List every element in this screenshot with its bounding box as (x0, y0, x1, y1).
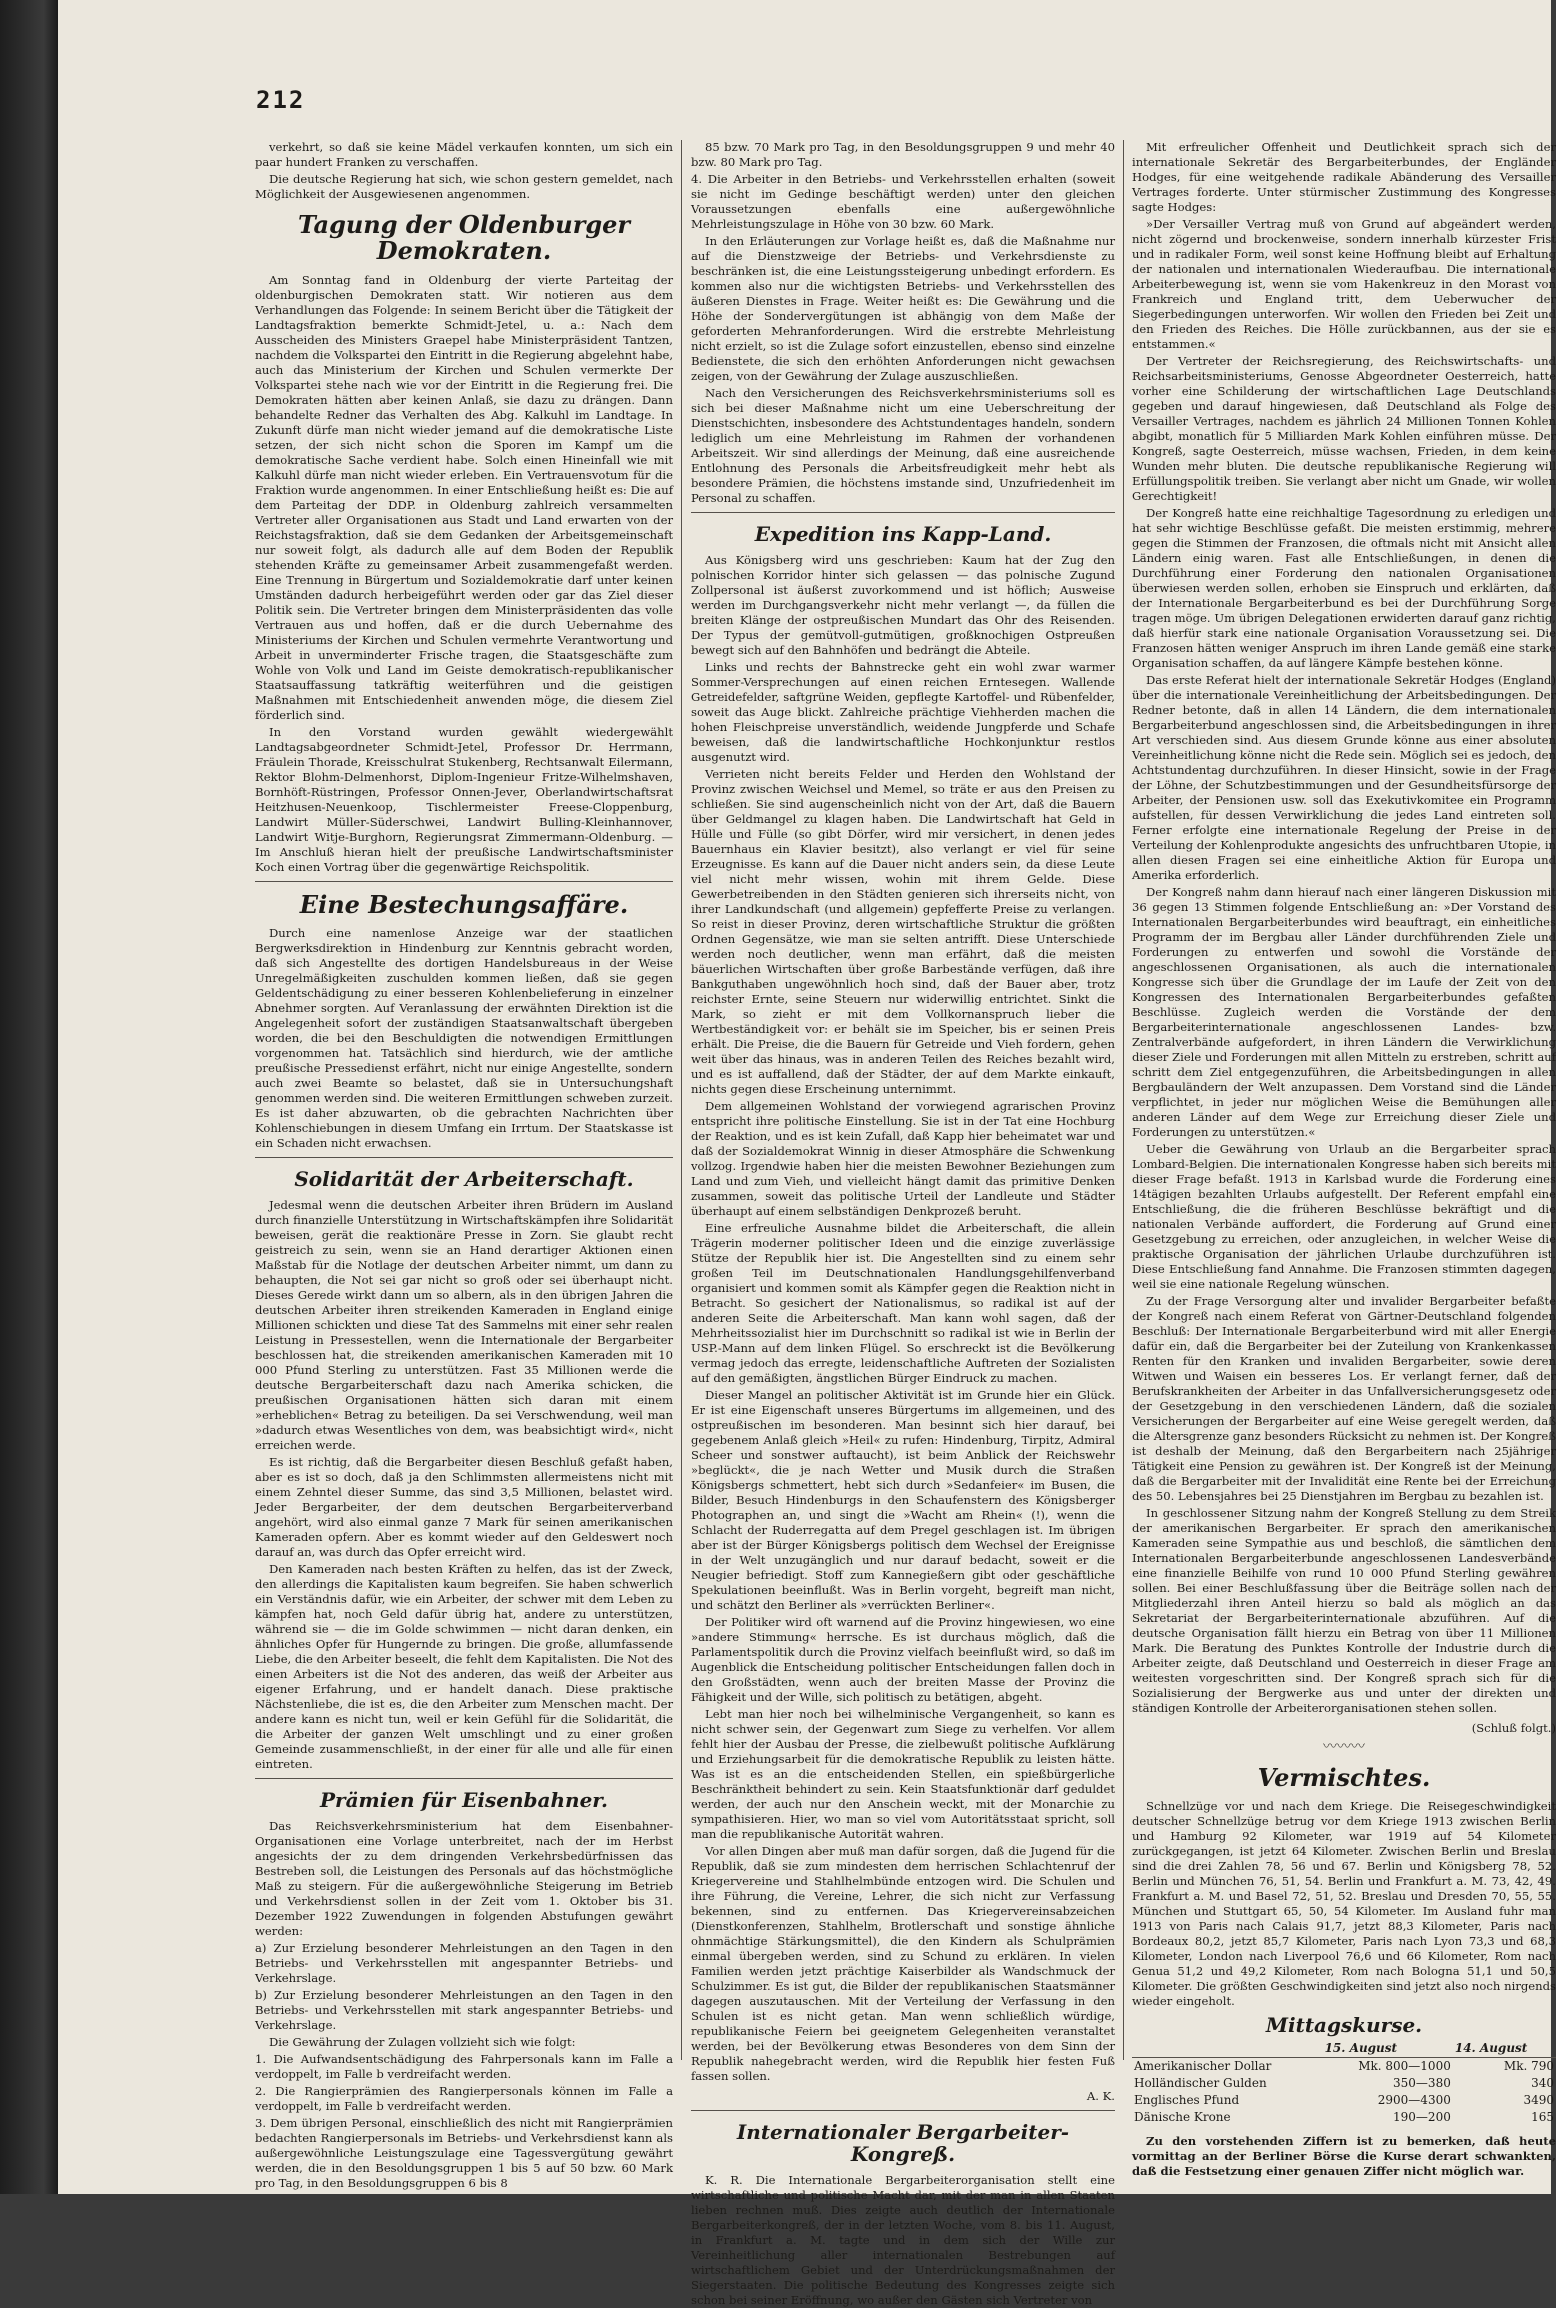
paragraph: Das Reichsverkehrsministerium hat dem Eisenbahner-Organisationen eine Vorlage unterbreitet, nach der im Herbst angesichts der zu dem dringenden Verkehrsbedürfnissen das Bestreben soll, die Leistungen des Personals auf das höchstmögliche Maß zu steigern. Für die außergewöhnliche Steigerung im Betrieb und Verkehrsdienst sollen in der Zeit vom 1. Oktober bis 31. Dezember 1922 Zuwendungen in folgenden Abstufungen gewährt werden: (255, 1819, 673, 1939)
rates-value-a: Mk. 800—1000 (1358, 2059, 1451, 2074)
rates-label: Holländischer Gulden (1134, 2076, 1267, 2091)
newspaper-page (58, 0, 1556, 2307)
article-continuation-note: (Schluß folgt.) (1471, 1721, 1556, 1735)
paragraph: Den Kameraden nach besten Kräften zu helfen, das ist der Zweck, den allerdings die Kapitalisten kaum begreifen. Sie haben schwerlich ein Verständnis dafür, wie ein Arbeiter, der schwer mit dem Leben zu kämpfen hat, noch Geld dafür übrig hat, andere zu unterstützen, während sie — die im Golde schwimmen — nicht daran denken, ein ähnliches Opfer für Hungernde zu bringen. Die große, allumfassende Liebe, die den Arbeiter beseelt, die fehlt dem Kapitalisten. Die Not des einen Arbeiters ist die Not des anderen, das weiß der Arbeiter aus eigener Erfahrung, und er handelt danach. Diese praktische Nächstenliebe, die ist es, die den Arbeiter zum Menschen macht. Der andere kann es nicht tun, weil er kein Gefühl für die Solidarität, die die Arbeiter der ganzen Welt umschlingt und zu einer großen Gemeinde zusammenschließt, in der einer für alle und alle für einen eintreten. (255, 1562, 673, 1772)
article-praemien-continuation (691, 140, 1115, 506)
rates-label: Dänische Krone (1134, 2110, 1231, 2125)
paragraph: Die Gewährung der Zulagen vollzieht sich wie folgt: (269, 2035, 576, 2050)
ornament-divider: 〰〰〰 (1323, 1739, 1365, 1755)
paragraph: b) Zur Erzielung besonderer Mehrleistungen an den Tagen in den Betriebs- und Verkehrsstellen mit stark angespannter Betriebs- und Verkehrslage. (255, 1988, 673, 2033)
paragraph: Der Kongreß hatte eine reichhaltige Tagesordnung zu erledigen und hat sehr wichtige Beschlüsse gefaßt. Die meisten erstimmig, mehrere gegen die Stimmen der Franzosen, die oftmals nicht mit Ansicht allen Ländern einig waren. Fast alle Entschließungen, in denen die Durchführung einer Forderung den nationalen Organisationen überwiesen werden sollen, erhoben sie Einspruch und erklärten, daß der Internationale Bergarbeiterbund es bei der Durchführung Sorge tragen möge. Um übrigen Delegationen erwiderten darauf ganz richtig, daß hierfür stark eine nationale Organisation Voraussetzung sei. Die Franzosen hätten weniger Anspruch im ihren Lande gemäß eine starke Organisation schaffen, da auf längere Kämpfe bestehen könne. (1132, 506, 1556, 670)
headline-bestechungsaffaere: Eine Bestechungsaffäre. (299, 889, 629, 919)
rates-value-b: Mk. 790 (1503, 2059, 1554, 2074)
paragraph: Nach den Versicherungen des Reichsverkehrsministeriums soll es sich bei dieser Maßnahme nicht um eine Ueberschreitung der Dienstschichten, insbesondere des Achtstundentages handeln, sondern lediglich um eine Mehrleistung im Rahmen der vorhandenen Arbeitszeit. Wir sind allerdings der Meinung, daß eine ausreichende Entlohnung des Personals die Arbeitsfreudigkeit mehr hebt als besondere Prämien, die höchstens imstande sind, Unzufriedenheit im Personal zu schaffen. (691, 386, 1115, 505)
paragraph: K. R. Die Internationale Bergarbeiterorganisation stellt eine wirtschaftliche und politische Macht dar, mit der man in allen Staaten lieben rechnen muß. Dies zeigte auch deutlich der Internationale Bergarbeiterkongreß, der in der letzten Woche, vom 8. bis 11. August, in Frankfurt a. M. tagte und in dem sich der Wille zur Vereinheitlichung aller internationalen Bestrebungen auf wirtschaftlichem Gebiet und der Unterdrückungsmaßnahmen der Siegerstaaten. Die politische Bedeutung des Kongresses zeigte sich schon bei seiner Eröffnung, wo außer den Gästen sich Vertreter von (691, 2173, 1115, 2307)
book-binding (0, 0, 58, 2194)
paragraph: In den Erläuterungen zur Vorlage heißt es, daß die Maßnahme nur auf die Dienstzweige der Betriebs- und Verkehrsdienste zu beschränken ist, die eine Leistungssteigerung unbedingt erfordern. Es kommen also nur die wichtigsten Betriebs- und Verkehrsstellen des äußeren Dienstes in Frage. Weiter heißt es: Die Gewährung und die Höhe der Sondervergütungen ist abhängig von dem Maße der geforderten Mehranforderungen. Wird die erstrebte Mehrleistung nicht erzielt, so ist die Zulage sofort einzustellen, ebenso sind einzelne Bedienstete, die sich den erhöhten Anforderungen nicht gewachsen zeigen, von der Gewährung der Zulage auszuschließen. (691, 234, 1115, 383)
paragraph: »Der Versailler Vertrag muß von Grund auf abgeändert werden, nicht zögernd und brockenweise, sondern innerhalb kürzester Frist und in radikaler Form, weil sonst keine Hoffnung bleibt auf Erhaltung der nationalen und internationalen Wiederaufbau. Die internationale Arbeiterbewegung ist, wenn sie vom Hakenkreuz in den Morast von Frankreich und England tritt, dem Ueberwucher der Siegerbedingungen unterworfen. Wir wollen den Frieden bei Zeit und den Frieden des Reiches. Die Hölle zurückbannen, aus der sie es entstammen.« (1132, 217, 1556, 351)
page-number: 212 (256, 86, 306, 114)
article-bergarbeiter-kongress-continuation (1132, 140, 1556, 1716)
rates-value-b: 340 (1531, 2076, 1554, 2091)
paragraph: Mit erfreulicher Offenheit und Deutlichkeit sprach sich der internationale Sekretär des Bergarbeiterbundes, der Engländer Hodges, für eine weitgehende radikale Abänderung des Versailler Vertrages forderte. Unter stürmischer Zustimmung des Kongresses sagte Hodges: (1132, 140, 1556, 214)
rates-body (1132, 2058, 1556, 2127)
article-oldenburger-demokraten (255, 273, 673, 875)
paragraph: Es ist richtig, daß die Bergarbeiter diesen Beschluß gefaßt haben, aber es ist so doch, daß ja den Schlimmsten allermeistens nicht mit einem Zehntel dieser Summe, das sind 3,5 Millionen, belastet wird. Jeder Bergarbeiter, der dem deutschen Bergarbeiterverband angehört, wird also einmal ganze 7 Mark für seinen amerikanischen Kameraden opfern. Aber es kommt wieder auf den Geldeswert noch darauf an, was durch das Opfer erreicht wird. (255, 1455, 673, 1560)
paragraph: In geschlossener Sitzung nahm der Kongreß Stellung zu dem Streik der amerikanischen Bergarbeiter. Er sprach den amerikanischen Kameraden seine Sympathie aus und beschloß, die sämtlichen dem Internationalen Bergarbeiterbunde angeschlossenen Landesverbände eine finanzielle Beihilfe von rund 10 000 Pfund Sterling gewähren sollen. Bei einer Beschlußfassung über die Beiträge sollen nach der Mitgliederzahl ihren Anteil hierzu so bald als möglich an das Sekretariat der Bergarbeiterinternationale abzuführen. Auf die deutsche Organisation fällt hierzu ein Betrag von über 11 Millionen Mark. Die Beratung des Punktes Kontrolle der Industrie durch die Arbeiter zeigte, daß Deutschland und Oesterreich in dieser Frage am weitesten vorgeschritten sind. Der Kongreß sprach sich für die Sozialisierung der Bergwerke aus und unter der direkten und ständigen Kontrolle der Arbeiterorganisationen stehen sollen. (1132, 1506, 1556, 1715)
paragraph: Zu der Frage Versorgung alter und invalider Bergarbeiter befaßte der Kongreß nach einem Referat von Gärtner-Deutschland folgenden Beschluß: Der Internationale Bergarbeiterbund wird mit aller Energie dafür ein, daß die Bergarbeiter bei der Zuteilung von Krankenkassen Renten für den Kranken und invaliden Bergarbeiter, sowie deren Witwen und Waisen ein besseres Los. Er verlangt ferner, daß der Berufskrankheiten der Arbeiter in das Unfallversicherungsgesetz oder der Gesetzgebung in den verschiedenen Ländern, daß die sozialen Versicherungen der Bergarbeiter auf eine Weise geregelt werden, daß die Altersgrenze ganz besonders Rücksicht zu nehmen ist. Der Kongreß ist deshalb der Meinung, daß den Bergarbeitern nach 25jähriger Tätigkeit eine Pension zu gewähren ist. Der Kongreß ist der Meinung, daß die Bergarbeiter mit der Invalidität eine Rente bei der Erreichung des 50. Lebensjahres bei 25 Dienstjahren im Bergbau zu bezahlen ist. (1132, 1294, 1556, 1503)
paragraph: Der Politiker wird oft warnend auf die Provinz hingewiesen, wo eine »andere Stimmung« herrsche. Es ist durchaus möglich, daß die Parlamentspolitik durch die Provinz vielfach beeinflußt wird, so daß im Augenblick die Entscheidung politischer Entscheidungen fallen doch in den Großstädten, wenn auch der breiten Masse der Provinz die Fähigkeit und der Wille, sich politisch zu betätigen, abgeht. (691, 1615, 1115, 1704)
paragraph: Eine erfreuliche Ausnahme bildet die Arbeiterschaft, die allein Trägerin moderner politischer Ideen und die einzige zuverlässige Stütze der Republik hier ist. Die Angestellten sind zu einem sehr großen Teil im Deutschnationalen Handlungsgehilfenverband organisiert und kommen somit als Kämpfer gegen die Reaktion nicht in Betracht. So gesichert der Nationalismus, so radikal ist auf der anderen Seite die Arbeiterschaft. Man kann wohl sagen, daß der Mehrheitssozialist hier im Durchschnitt so radikal ist wie in Berlin der USP.-Mann auf dem linken Flügel. So erschreckt ist die Bevölkerung vermag jedoch das erregte, leidenschaftliche Auftreten der Sozialisten auf den gemäßigten, ängstlichen Bürger Eindruck zu machen. (691, 1221, 1115, 1385)
paragraph: Durch eine namenlose Anzeige war der staatlichen Bergwerksdirektion in Hindenburg zur Kenntnis gebracht worden, daß sich Angestellte des dortigen Handelsbureaus in der Weise Unregelmäßigkeiten zuschulden kommen ließen, daß sie gegen Geldentschädigung zu einer besseren Kohlenbelieferung in einzelner Abnehmer sorgten. Auf Veranlassung der erwähnten Direktion ist die Angelegenheit sofort der zuständigen Staatsanwaltschaft übergeben worden, die bei den Beschuldigten die notwendigen Ermittlungen vorgenommen hat. Tatsächlich sind hierdurch, wie der amtliche preußische Pressedienst erfährt, nicht nur einige Angestellte, sondern auch zwei Beamte so belastet, daß sie in Untersuchungshaft genommen werden sind. Die weiteren Ermittlungen schweben zurzeit. Es ist daher abzuwarten, ob die gebrachten Nachrichten über Kohlenschiebungen in diesem Umfang ein Irrtum. Der Staatskasse ist ein Schaden nicht erwachsen. (255, 926, 673, 1151)
paragraph: 1. Die Aufwandsentschädigung des Fahrpersonals kann im Falle a verdoppelt, im Falle b verdreifacht werden. (255, 2052, 673, 2082)
article-continuation (255, 140, 673, 202)
paragraph: Das erste Referat hielt der internationale Sekretär Hodges (England) über die internationale Vereinheitlichung der Arbeitsbedingungen. Der Redner betonte, daß in allen 14 Ländern, die dem internationalen Bergarbeiterbund angeschlossen sind, die Arbeitsbedingungen in ihrer Art verschieden sind. Aus diesem Grunde könne aus einer absoluten Vereinheitlichung könne nicht die Rede sein. Möglich sei es jedoch, den Achtstundentag durchzuführen. In dieser Hinsicht, sowie in der Frage der Löhne, der Schutzbestimmungen und der Gesundheitsfürsorge der Arbeiter, der Pensionen usw. soll das Exekutivkomitee ein Programm aufstellen, für dessen Verwirklichung die jedes Land eintreten soll. Ferner erfolgte eine internationale Regelung der Preise in der Verteilung der Kohlenprodukte angesichts des unfruchtbaren Utopie, in allen diesen Fragen sei eine einheitliche Aktion für Europa und Amerika erforderlich. (1132, 673, 1556, 882)
paragraph: a) Zur Erzielung besonderer Mehrleistungen an den Tagen in den Betriebs- und Verkehrsstellen mit angespannter Betriebs- und Verkehrslage. (255, 1941, 673, 1986)
rates-row (1132, 2092, 1556, 2109)
column-3 (1132, 140, 1556, 2179)
rates-value-b: 3490 (1523, 2093, 1554, 2108)
article-signature: A. K. (1086, 2089, 1115, 2103)
column-1 (255, 140, 673, 2191)
paragraph: Aus Königsberg wird uns geschrieben: Kaum hat der Zug den polnischen Korridor hinter sich gelassen — das polnische Zugund Zollpersonal ist äußerst zuvorkommend und ist höflich; Ausweise werden im Durchgangsverkehr nicht mehr verlangt —, da füllen die breiten Klänge der ostpreußischen Mundart das Ohr des Reisenden. Der Typus der gemütvoll-gutmütigen, großknochigen Ostpreußen bewegt sich auf den Bahnhöfen und bedrängt die Abteile. (691, 553, 1115, 657)
headline-vermischtes: Vermischtes. (1257, 1763, 1431, 1792)
article-divider (691, 2110, 1115, 2111)
rates-row (1132, 2075, 1556, 2092)
exchange-rates-table (1132, 2040, 1556, 2126)
article-bestechungsaffaere (255, 926, 673, 1151)
paragraph: Schnellzüge vor und nach dem Kriege. Die Reisegeschwindigkeit deutscher Schnellzüge betrug vor dem Kriege 1913 zwischen Berlin und Hamburg 92 Kilometer, war 1919 auf 54 Kilometer zurückgegangen, ist jetzt 64 Kilometer. Zwischen Berlin und Breslau sind die drei Zahlen 78, 56 und 67. Berlin und Königsberg 78, 52. Berlin und München 76, 51, 54. Berlin und Frankfurt a. M. 73, 42, 49. Frankfurt a. M. und Basel 72, 51, 52. Breslau und Dresden 70, 55, 55. München und Stuttgart 65, 50, 54 Kilometer. Im Ausland fuhr man 1913 von Paris nach Calais 91,7, jetzt 88,3 Kilometer, Paris nach Bordeaux 80,2, jetzt 85,7 Kilometer, Paris nach Lyon 73,3 und 68,3 Kilometer, London nach Liverpool 76,6 und 66 Kilometer, Rom nach Genua 51,2 und 49,2 Kilometer, Rom nach Bologna 51,1 und 50,5 Kilometer. Die größten Geschwindigkeiten sind jetzt also noch nirgends wieder eingeholt. (1132, 1799, 1556, 2009)
column-divider (1123, 140, 1124, 2060)
rates-header-label (1132, 2040, 1323, 2058)
paragraph: Dem allgemeinen Wohlstand der vorwiegend agrarischen Provinz entspricht ihre politische Einstellung. Sie ist in der Tat eine Hochburg der Reaktion, und es ist kein Zufall, daß Kapp hier beheimatet war und daß der Sozialdemokrat Winnig in dieser Atmosphäre die Schwenkung vollzog. Irgendwie haben hier die meisten Bewohner Beziehungen zum Land und zum Vieh, und vielleicht hängt damit das primitive Denken zusammen, soweit das politische Urteil der Landleute und Städter überhaupt auf einem selbständigen Denkprozeß beruht. (691, 1099, 1115, 1218)
paragraph: Der Vertreter der Reichsregierung, des Reichswirtschafts- und Reichsarbeitsministeriums, Genosse Abgeordneter Oesterreich, hatte vorher eine Schilderung der wirtschaftlichen Lage Deutschlands gegeben und darauf hingewiesen, daß Deutschland als Folge des Versailler Vertrages, nachdem es jährlich 24 Millionen Tonnen Kohlen abgibt, monatlich für 5 Milliarden Mark Kohlen einführen müsse. Der Kongreß, sagte Oesterreich, müsse wachsen, Frieden, in dem keine Wunden mehr bluten. Die deutsche republikanische Regierung will Erfüllungspolitik treiben. Sie verlangt aber nicht um Gnade, wir wollen Gerechtigkeit! (1132, 354, 1556, 503)
article-divider (255, 881, 673, 882)
paragraph: Verrieten nicht bereits Felder und Herden den Wohlstand der Provinz zwischen Weichsel und Memel, so träte er aus den Preisen zu schließen. Sie sind augenscheinlich nicht von der Art, daß die Bauern über Geldmangel zu klagen haben. Die Landwirtschaft hat Geld in Hülle und Fülle (so gibt Dörfer, wird mir versichert, in denen jedes Bauernhaus ein Klavier besitzt), also verlangt er viel für seine Erzeugnisse. Es kann auf die Dauer nicht anders sein, da diese Leute viel nicht mehr wissen, wohin mit ihrem Gelde. Diese Gewerbetreibenden in den Städten genieren sich ihrerseits nicht, von ihrer Landkundschaft (und allgemein) gepfefferte Preise zu verlangen. So reist in dieser Provinz, deren wirtschaftliche Struktur die größten Ordnen Gegensätze, wie man sie selten antrifft. Diese Unterschiede werden noch deutlicher, wenn man erfährt, daß die meisten bäuerlichen Wirtschaften über große Barbestände verfügen, daß ihre Bankguthaben ungewöhnlich hoch sind, daß der Bauer aber, trotz reichster Ernte, seine Steuern nur widerwillig entrichtet. Sinkt die Mark, so zieht er mit dem Vollkornanspruch lieber die Wertbeständigkeit vor: er behält sie im Speicher, bis er seinen Preis erhält. Die Preise, die die Bauern für Getreide und Vieh fordern, gehen weit über das hinaus, was in anderen Teilen des Reiches bezahlt wird, und es ist auffallend, daß der Städter, der auf dem Markte einkauft, nichts gegen diese Erscheinung unternimmt. (691, 767, 1115, 1096)
paragraph: 3. Dem übrigen Personal, einschließlich des nicht mit Rangierprämien bedachten Rangierpersonals im Betriebs- und Verkehrsdienst kann als außergewöhnliche Leistungszulage eine Tagessvergütung gewährt werden, die in den Besoldungsgruppen 1 bis 5 auf 50 bzw. 60 Mark pro Tag, in den Besoldungsgruppen 6 bis 8 (255, 2116, 673, 2191)
rates-value-b: 165 (1531, 2110, 1554, 2125)
paragraph: 2. Die Rangierprämien des Rangierpersonals können im Falle a verdoppelt, im Falle b verdreifacht werden. (255, 2084, 673, 2114)
article-divider (255, 1778, 673, 1779)
paragraph: In den Vorstand wurden gewählt wiedergewählt Landtagsabgeordneter Schmidt-Jetel, Professor Dr. Herrmann, Fräulein Thorade, Kreisschulrat Stukenberg, Rechtsanwalt Eilermann, Rektor Blohm-Delmenhorst, Diplom-Ingenieur Fritze-Wilhelmshaven, Bornhöft-Rüstringen, Professor Onnen-Jever, Oberlandwirtschaftsrat Heitzhusen-Neuenkoop, Tischlermeister Freese-Cloppenburg, Landwirt Müller-Süderschwei, Landwirt Bulling-Kleinhannover, Landwirt Witje-Burghorn, Regierungsrat Zimmermann-Oldenburg. — Im Anschluß hieran hielt der preußische Landwirtschaftsminister Koch einen Vortrag über die gegenwärtige Reichspolitik. (255, 724, 673, 874)
paragraph: Links und rechts der Bahnstrecke geht ein wohl zwar warmer Sommer-Versprechungen auf einen reichen Erntesegen. Wallende Getreidefelder, saftgrüne Weiden, gepflegte Kartoffel- und Rübenfelder, soweit das Auge blickt. Zahlreiche prächtige Viehherden machen die hohen Fleischpreise unverständlich, weidende Jungpferde und Schafe beweisen, daß die landwirtschaftliche Hochkonjunktur restlos ausgenutzt wird. (691, 660, 1115, 764)
rates-value-a: 190—200 (1393, 2110, 1451, 2125)
paragraph: Dieser Mangel an politischer Aktivität ist im Grunde hier ein Glück. Er ist eine Eigenschaft unseres Bürgertums im allgemeinen, und des ostpreußischen im besonderen. Man besinnt sich hier darauf, bei gegebenem Anlaß gleich »Heil« zu rufen: Hindenburg, Tirpitz, Admiral Scheer und sonstwer auftaucht), ist beim Anblick der Reichswehr »beglückt«, die je nach Wetter und Musik durch die Straßen Königsbergs schmettert, hebt sich durch »Sedanfeier« im Busen, die Bilder, Besuch Hindenburgs in den Schaufenstern des Königsberger Photographen an, und singt die »Wacht am Rhein« (!), wenn die Schlacht der Ruderregatta auf dem Pregel geschlagen ist. Im übrigen aber ist der Bürger Königsbergs politisch dem Wechsel der Ereignisse in der Welt unzugänglich und nur darauf bedacht, soweit er die Neugier befriedigt. Stoff zum Kannegießern gibt oder geschäftliche Spekulationen beeinflußt. Was in Berlin vorgeht, begreift man nicht, und schätzt den Berliner als »verrückten Berliner«. (691, 1388, 1115, 1612)
rates-label: Englisches Pfund (1134, 2093, 1240, 2108)
headline-expedition-kapp-land: Expedition ins Kapp-Land. (754, 522, 1052, 546)
paragraph: Jedesmal wenn die deutschen Arbeiter ihren Brüdern im Ausland durch finanzielle Unterstützung in Wirtschaftskämpfen ihre Solidarität beweisen, gerät die reaktionäre Presse in Zorn. Sie glaubt recht geistreich zu sein, wenn sie an Hand derartiger Aktionen einen Maßstab für die Notlage der deutschen Arbeiter nimmt, um dann zu behaupten, die Not sei gar nicht so groß oder sei überhaupt nicht. Dieses Gerede wirkt dann um so albern, als in den übrigen Jahren die deutschen Arbeiter ihren streikenden Kameraden in England einige Millionen schickten und diese Tat des Sammelns mit einer sehr realen Leistung in Pressestellen, wenn die Internationale der Bergarbeiter beschlossen hat, die streikenden amerikanischen Kameraden mit 10 000 Pfund Sterling zu unterstützen. Fast 35 Millionen werde die deutsche Bergarbeiterschaft dazu nach Amerika schicken, die preußischen Organisationen hätten sich daran mit einem »erheblichen« Betrag zu beteiligen. Da sei Verschwendung, weil man »dadurch etwas Wesentliches von dem, was beabsichtigt wird«, nicht erreichen werde. (255, 1198, 673, 1453)
paragraph: Zu den vorstehenden Ziffern ist zu bemerken, daß heute vormittag an der Berliner Börse die Kurse derart schwankten, daß die Festsetzung einer genauen Ziffer nicht möglich war. (1132, 2134, 1556, 2179)
article-divider (691, 512, 1115, 513)
article-divider (255, 1157, 673, 1158)
rates-value-a: 2900—4300 (1377, 2093, 1451, 2108)
paragraph: 4. Die Arbeiter in den Betriebs- und Verkehrsstellen erhalten (soweit sie nicht im Gedinge beschäftigt werden) unter den gleichen Voraussetzungen ebenfalls eine außergewöhnliche Mehrleistungszulage in Höhe von 30 bzw. 60 Mark. (691, 172, 1115, 231)
rates-note (1132, 2134, 1556, 2179)
paragraph: Am Sonntag fand in Oldenburg der vierte Parteitag der oldenburgischen Demokraten statt. Wir notieren aus dem Verhandlungen das Folgende: In seinem Bericht über die Tätigkeit der Landtagsfraktion bemerkte Schmidt-Jetel, u. a.: Nach dem Ausscheiden des Ministers Graepel habe Ministerpräsident Tantzen, nachdem die Volkspartei den Eintritt in die Regierung abgelehnt habe, auch das Ministerium der Kirchen und Schulen vermerkte Der Volkspartei stehe nach wie vor der Eintritt in die Regierung frei. Die Demokraten hätten aber keinen Anlaß, sie dazu zu drängen. Dann behandelte Redner das Verhalten des Abg. Kalkuhl im Landtage. In Zukunft dürfe man nicht wieder jemand auf die demokratische Liste setzen, der sich nicht schon die Sporen im Kampf um die demokratische Sache verdient habe. Solch einen Hineinfall wie mit Kalkuhl dürfe man nicht wieder erleben. Ein Vertrauensvotum für die Fraktion wurde angenommen. In einer Entschließung heißt es: Die auf dem Parteitag der DDP. in Oldenburg zahlreich versammelten Vertreter aller Organisationen aus Stadt und Land erwarten von der Reichstagsfraktion, daß sie dem Gedanken der Arbeitsgemeinschaft nur soweit folgt, als dadurch alle auf dem Boden der Republik stehenden Kräfte zu gemeinsamer Arbeit zusammengefaßt werden. Eine Trennung in Bürgertum und Sozialdemokratie darf unter keinen Umständen dadurch herbeigeführt werden oder gar das Ziel dieser Politik sein. Die Vertreter bringen dem Ministerpräsidenten das volle Vertrauen aus und hoffen, daß er die durch Uebernahme des Ministeriums der Kirchen und Schulen vermehrte Verantwortung und Arbeit in unverminderter Frische tragen, die Staatsgeschäfte zum Wohle von Volk und Land im Geiste demokratisch-republikanischer Staatsauffassung tatkräftig weiterführen und die geistigen Maßnahmen mit Entschiedenheit anwenden möge, die diesem Ziel förderlich sind. (255, 272, 673, 722)
paragraph: Lebt man hier noch bei wilhelminische Vergangenheit, so kann es nicht schwer sein, der Gegenwart zum Siege zu verhelfen. Vor allem fehlt hier der Ausbau der Presse, die zielbewußt politische Aufklärung und Erziehungsarbeit für die demokratische Republik zu leisten hätte. Was ist es an die entscheidenden Stellen, ein spießbürgerliche Beschränktheit behindert zu sein. Kein Staatsfunktionär darf geduldet werden, der auch nur den Anschein weckt, mit der Monarchie zu sympathisieren. Hier, wo man so viel vom Autoritätsstaat spricht, soll man die republikanische Autorität wahren. (691, 1707, 1115, 1841)
article-solidaritaet (255, 1198, 673, 1772)
headline-praemien-eisenbahner: Prämien für Eisenbahner. (320, 1788, 608, 1813)
paragraph: Ueber die Gewährung von Urlaub an die Bergarbeiter sprach Lombard-Belgien. Die internationalen Kongresse haben sich bereits mit dieser Frage befaßt. 1913 in Karlsbad wurde die Forderung eines 14tägigen bezahlten Urlaubs aufgestellt. Der Referent empfahl eine Entschließung, die die früheren Beschlüsse bekräftigt und die nationalen Verbände auffordert, die Forderung auf Grund einer Gesetzgebung zu erreichen, oder anzugleichen, in welcher Weise die praktische Organisation der jährlichen Urlaube durchzuführen ist. Diese Entschließung fand Annahme. Die Franzosen stimmten dagegen, weil sie eine nationale Regelung wünschen. (1132, 1142, 1556, 1291)
rates-row (1132, 2109, 1556, 2126)
rates-title: Mittagskurse. (1265, 2013, 1423, 2038)
column-2 (691, 140, 1115, 2307)
paragraph: verkehrt, so daß sie keine Mädel verkaufen konnten, um sich ein paar hundert Franken zu verschaffen. (255, 140, 673, 169)
headline-bergarbeiter-kongress: Internationaler Bergarbeiter-Kongreß. (736, 2120, 1070, 2166)
rates-header-row (1132, 2040, 1556, 2058)
article-bergarbeiter-kongress (691, 2173, 1115, 2308)
paragraph: 85 bzw. 70 Mark pro Tag, in den Besoldungsgruppen 9 und mehr 40 bzw. 80 Mark pro Tag. (691, 140, 1115, 169)
article-schnellzuege (1132, 1799, 1556, 2009)
rates-header-date-b: 14. August (1453, 2040, 1556, 2058)
paragraph: Vor allen Dingen aber muß man dafür sorgen, daß die Jugend für die Republik, daß sie zum mindesten dem herrischen Schlachtenruf der Kriegervereine und Stahlhelmbünde entzogen wird. Die Schulen und ihre Führung, die Vereine, Lehrer, die sich nicht zur Verfassung bekennen, sind zu entfernen. Das Kriegervereinsabzeichen (Dienstkonferenzen, Stahlhelm, Brotlerschaft und sonstige ähnliche ohnmächtige Stärkungsmittel), die den Kindern als Schulprämien einmal übergeben werden, sind zu Schund zu erklären. In vielen Familien werden jetzt prächtige Kaiserbilder als Wandschmuck der Schulzimmer. Es ist gut, die Bilder der republikanischen Staatsmänner dagegen auszutauschen. Mit der Verteilung der Verfassung in den Schulen ist es nicht getan. Man wenn schließlich würdige, republikanische Feiern bei geeignetem Gelegenheiten veranstaltet werden, bei der Bevölkerung etwas Besonderes von dem Sinn der Republik nahegebracht werden, wird die Republik hier festen Fuß fassen sollen. (691, 1844, 1115, 2083)
rates-label: Amerikanischer Dollar (1134, 2059, 1272, 2074)
rates-header-date-a: 15. August (1323, 2040, 1453, 2058)
paragraph: Der Kongreß nahm dann hierauf nach einer längeren Diskussion mit 36 gegen 13 Stimmen folgende Entschließung an: »Der Vorstand des Internationalen Bergarbeiterbundes wird beauftragt, ein einheitliches Programm der im Bergbau aller Länder durchführenden Ziele und Forderungen zu entwerfen und sowohl die Vorstände der angeschlossenen Organisationen, als auch die internationalen Kongresse sich über die Grundlage der im Laufe der Zeit von den Kongressen des Internationalen Bergarbeiterbundes gefaßten Beschlüsse. Zugleich werden die Vorstände der dem Bergarbeiterinternationale angeschlossenen Landes- bzw. Zentralverbände aufgefordert, in ihren Ländern die Verwirklichung dieser Ziele und Forderungen mit allen Mitteln zu erstreben, schritt auf schritt dem Ziel entgegenzuführen, die Arbeitsbedingungen in allen Bergbauländern der Welt anzupassen. Dem Vorstand sind die Länder verpflichtet, in jeder nur möglichen Weise die Bemühungen aller anderen Länder auf dem Wege zur Erreichung dieser Ziele und Forderungen zu unterstützen.« (1132, 885, 1556, 1139)
headline-solidaritaet: Solidarität der Arbeiterschaft. (294, 1167, 634, 1192)
rates-value-a: 350—380 (1393, 2076, 1451, 2091)
rates-row (1132, 2058, 1556, 2076)
column-divider (681, 140, 682, 2060)
headline-oldenburger-demokraten: Tagung der Oldenburger Demokraten. (297, 210, 631, 266)
article-praemien-eisenbahner (255, 1819, 673, 2191)
article-expedition-kapp-land (691, 553, 1115, 2084)
paragraph: Die deutsche Regierung hat sich, wie schon gestern gemeldet, nach Möglichkeit der Ausgewiesenen angenommen. (255, 172, 673, 201)
